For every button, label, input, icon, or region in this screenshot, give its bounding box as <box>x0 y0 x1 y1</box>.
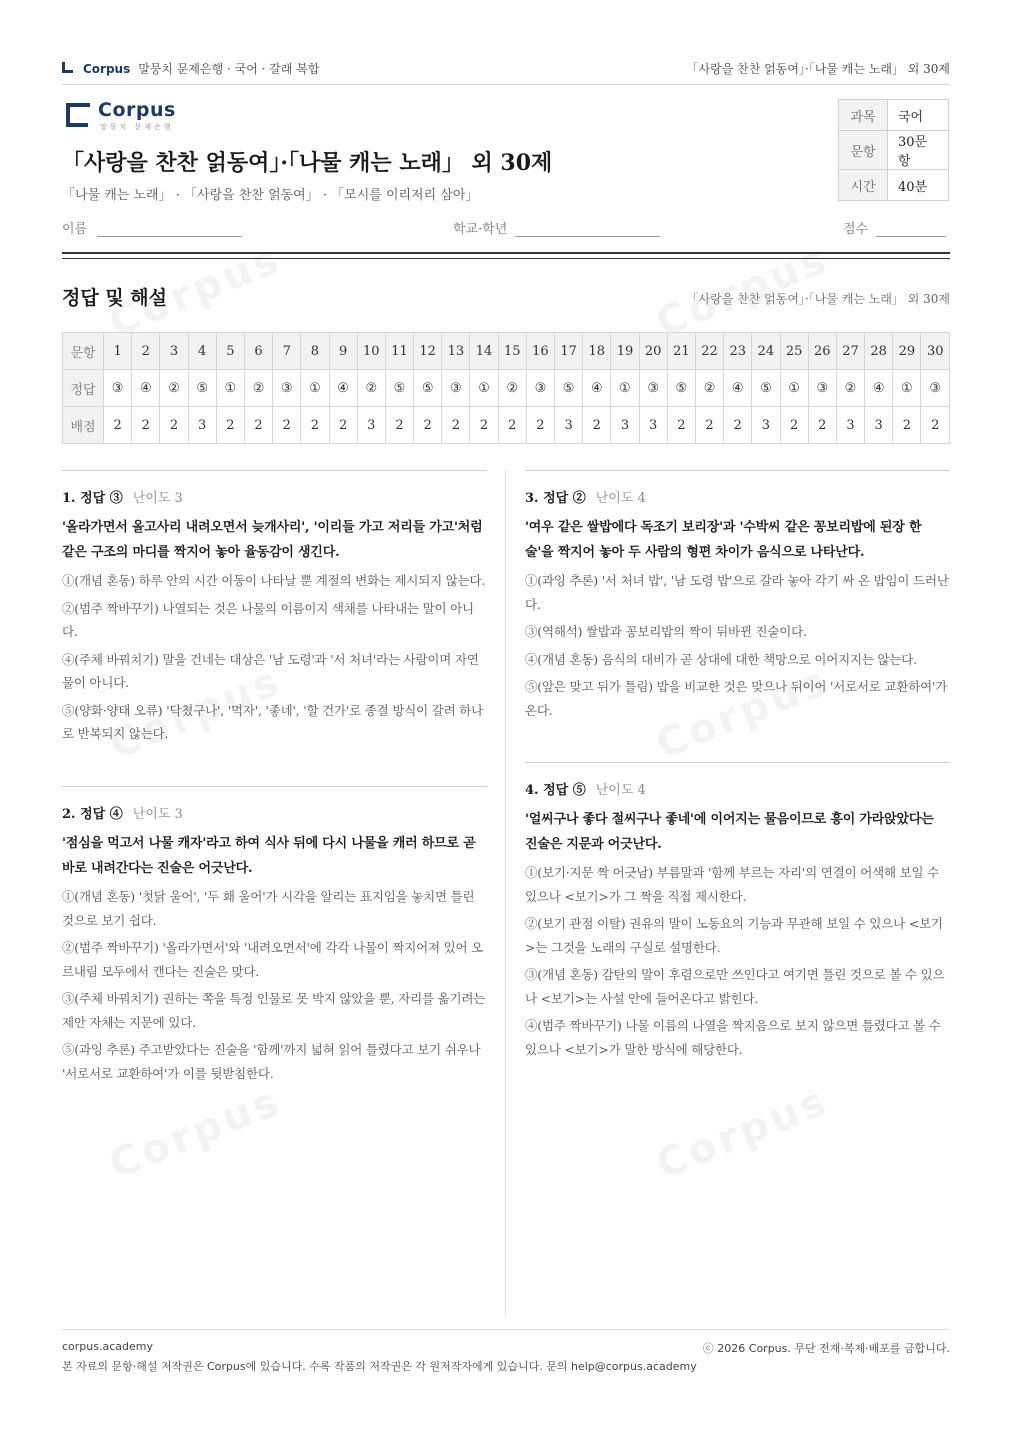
points-cell: 3 <box>611 407 639 444</box>
meta-row <box>839 100 949 131</box>
footer-notice: 본 자료의 문항·해설 저작권은 Corpus에 있습니다. 수록 작품의 저작권은 각 원저작자에게 있습니다. 문의 help@corpus.academy <box>62 1360 697 1373</box>
question-number-cell: 26 <box>808 333 836 370</box>
answer-row <box>63 370 950 407</box>
question-number-cell: 25 <box>780 333 808 370</box>
question-number-cell: 30 <box>921 333 950 370</box>
answer-cell: ④ <box>132 370 160 407</box>
row-label: 정답 <box>63 370 104 407</box>
question-number-cell: 1 <box>104 333 132 370</box>
difficulty: 난이도 4 <box>595 783 646 798</box>
question-number-cell: 19 <box>611 333 639 370</box>
question-explanation <box>62 470 487 746</box>
name-blank[interactable] <box>97 220 242 237</box>
answer-cell: ⑤ <box>385 370 413 407</box>
answer-cell: ③ <box>921 370 950 407</box>
answer-table <box>62 332 950 444</box>
question-number-cell: 29 <box>893 333 921 370</box>
answer-cell: ① <box>470 370 498 407</box>
running-header <box>62 56 950 85</box>
question-number-cell: 22 <box>695 333 723 370</box>
option-explanation: ②(보기 관점 이탈) 권유의 말이 노동요의 기능과 무관해 보일 수 있으나 <보기>는 그것을 노래의 구실로 설명한다. <box>525 916 943 955</box>
answer-cell: ② <box>244 370 272 407</box>
answer-cell: ③ <box>442 370 470 407</box>
points-cell: 3 <box>639 407 667 444</box>
question-number-cell: 6 <box>244 333 272 370</box>
option-explanation: ①(과잉 추론) '서 처녀 밥', '남 도령 밥'으로 갈라 놓아 각기 싸 온 밥임이 드러난다. <box>525 573 949 612</box>
question-number-cell: 21 <box>667 333 695 370</box>
school-label: 학교·학년 <box>453 222 508 237</box>
question-explanation <box>525 762 950 1061</box>
points-cell: 2 <box>385 407 413 444</box>
column-divider <box>505 470 506 1315</box>
question-number-cell: 23 <box>724 333 752 370</box>
points-cell: 2 <box>893 407 921 444</box>
meta-row <box>839 131 949 170</box>
answer-cell: ② <box>357 370 385 407</box>
difficulty: 난이도 4 <box>595 491 646 506</box>
answer-cell: ④ <box>865 370 893 407</box>
answer-cell: ④ <box>724 370 752 407</box>
score-blank[interactable] <box>876 220 946 237</box>
option-explanation: ①(개념 혼동) '첫닭 울어', '두 홰 울어'가 시각을 알리는 표지임을 놓치면 틀린 것으로 보기 쉽다. <box>62 889 475 928</box>
answer-cell: ⑤ <box>752 370 780 407</box>
points-cell: 2 <box>470 407 498 444</box>
points-cell: 2 <box>414 407 442 444</box>
question-number-cell: 15 <box>498 333 526 370</box>
points-cell: 3 <box>555 407 583 444</box>
question-explanation <box>62 786 487 1085</box>
question-number-cell: 4 <box>188 333 216 370</box>
points-cell: 3 <box>836 407 864 444</box>
question-number-cell: 12 <box>414 333 442 370</box>
option-explanation: ②(범주 짝바꾸기) '올라가면서'와 '내려오면서'에 각각 나물이 짝지어져 있어 오르내림 모두에서 캔다는 진술은 맞다. <box>62 940 484 979</box>
brand-mark-icon <box>62 62 73 73</box>
meta-key: 과목 <box>839 100 888 131</box>
points-cell: 2 <box>780 407 808 444</box>
question-answer: 3. 정답 ② <box>525 491 586 506</box>
logo-tagline: 말뭉치 문제은행 <box>100 123 174 131</box>
option-explanation: ③(개념 혼동) 감탄의 말이 후렴으로만 쓰인다고 여기면 틀린 것으로 볼 수 있으나 <보기>는 사설 안에 들어온다고 밝힌다. <box>525 967 945 1006</box>
header-left-text: 말뭉치 문제은행 · 국어 · 갈래 복합 <box>138 62 320 76</box>
section-reference: 「사랑을 찬찬 얽동여」·「나물 캐는 노래」 외 30제 <box>686 292 950 306</box>
question-number-cell: 2 <box>132 333 160 370</box>
row-label: 문항 <box>63 333 104 370</box>
points-cell: 2 <box>132 407 160 444</box>
section-title: 정답 및 해설 <box>62 287 167 309</box>
option-explanation: ③(역해석) 쌀밥과 꽁보리밥의 짝이 뒤바뀐 진술이다. <box>525 624 807 639</box>
question-number-cell: 7 <box>273 333 301 370</box>
answer-cell: ② <box>695 370 723 407</box>
meta-key: 문항 <box>839 131 888 170</box>
points-cell: 2 <box>724 407 752 444</box>
school-blank[interactable] <box>515 220 660 237</box>
question-answer: 2. 정답 ④ <box>62 807 123 822</box>
question-number-cell: 3 <box>160 333 188 370</box>
points-cell: 2 <box>526 407 554 444</box>
answer-cell: ③ <box>639 370 667 407</box>
option-explanation: ②(범주 짝바꾸기) 나열되는 것은 나물의 이름이지 색채를 나타내는 말이 아니다. <box>62 600 474 639</box>
question-head <box>525 487 950 506</box>
answer-cell: ② <box>836 370 864 407</box>
meta-row <box>839 170 949 201</box>
school-field[interactable] <box>453 218 660 237</box>
question-number-cell: 8 <box>301 333 329 370</box>
answer-cell: ⑤ <box>555 370 583 407</box>
points-cell: 2 <box>244 407 272 444</box>
points-cell: 3 <box>752 407 780 444</box>
key-explanation: '점심을 먹고서 나물 캐자'라고 하여 식사 뒤에 다시 나물을 캐러 하므로 곧바로 내려간다는 진술은 어긋난다. <box>62 836 476 876</box>
question-number-cell: 27 <box>836 333 864 370</box>
answer-cell: ③ <box>526 370 554 407</box>
score-field[interactable] <box>843 218 946 237</box>
points-cell: 2 <box>160 407 188 444</box>
key-explanation: '올라가면서 올고사리 내려오면서 늦개사리', '이리들 가고 저리들 가고'처럼 같은 구조의 마디를 짝지어 놓아 율동감이 생긴다. <box>62 520 483 560</box>
meta-value: 국어 <box>888 100 949 131</box>
points-cell: 2 <box>498 407 526 444</box>
question-number-cell: 10 <box>357 333 385 370</box>
option-explanation: ①(개념 혼동) 하루 안의 시간 이동이 나타날 뿐 계절의 변화는 제시되지 않는다. <box>62 573 486 588</box>
number-row <box>63 333 950 370</box>
points-cell: 3 <box>357 407 385 444</box>
answer-cell: ① <box>893 370 921 407</box>
option-explanation: ④(개념 혼동) 음식의 대비가 곧 상대에 대한 책망으로 이어지지는 않는다. <box>525 651 917 667</box>
question-head <box>62 487 487 506</box>
points-row <box>63 407 950 444</box>
answer-cell: ③ <box>273 370 301 407</box>
difficulty: 난이도 3 <box>132 491 183 506</box>
meta-table <box>838 99 949 201</box>
points-cell: 2 <box>301 407 329 444</box>
points-cell: 2 <box>329 407 357 444</box>
meta-value: 30문항 <box>888 131 949 170</box>
question-head <box>525 779 950 798</box>
points-cell: 2 <box>273 407 301 444</box>
question-number-cell: 13 <box>442 333 470 370</box>
footer-site-link[interactable]: corpus.academy <box>62 1340 153 1353</box>
document-subtitle: 「나물 캐는 노래」 · 「사랑을 찬찬 얽동여」 · 「모시를 이리저리 삼아」 <box>62 188 479 203</box>
answer-cell: ⑤ <box>188 370 216 407</box>
left-column <box>62 470 487 1310</box>
option-explanation: ⑤(앞은 맞고 뒤가 틀림) 밥을 비교한 것은 맞으나 뒤이어 '서로서로 교환하여'가 온다. <box>525 679 948 718</box>
points-cell: 2 <box>921 407 950 444</box>
question-head <box>62 803 487 822</box>
answer-cell: ③ <box>808 370 836 407</box>
points-cell: 2 <box>667 407 695 444</box>
question-number-cell: 11 <box>385 333 413 370</box>
option-explanation: ⑤(과잉 추론) 주고받았다는 진술을 '함께'까지 넓혀 읽어 틀렸다고 보기 쉬우나 '서로서로 교환하여'가 이를 뒷받침한다. <box>62 1042 481 1081</box>
question-number-cell: 24 <box>752 333 780 370</box>
answer-cell: ④ <box>583 370 611 407</box>
right-column <box>525 470 950 1310</box>
header-right-text: 「사랑을 찬찬 얽동여」·「나물 캐는 노래」 외 30제 <box>686 62 950 76</box>
answer-cell: ① <box>780 370 808 407</box>
logo-word: Corpus <box>98 99 176 121</box>
name-label: 이름 <box>62 222 88 237</box>
answer-cell: ① <box>216 370 244 407</box>
question-number-cell: 28 <box>865 333 893 370</box>
option-explanation: ④(주체 바꿔치기) 말을 건네는 대상은 '남 도령'과 '서 처녀'라는 사람이며 자연물이 아니다. <box>62 651 479 690</box>
question-answer: 4. 정답 ⑤ <box>525 783 586 798</box>
answer-cell: ① <box>301 370 329 407</box>
name-field[interactable] <box>62 218 242 237</box>
answer-cell: ③ <box>104 370 132 407</box>
question-number-cell: 16 <box>526 333 554 370</box>
meta-value: 40분 <box>888 170 949 201</box>
points-cell: 2 <box>808 407 836 444</box>
question-number-cell: 18 <box>583 333 611 370</box>
difficulty: 난이도 3 <box>132 807 183 822</box>
answer-cell: ⑤ <box>414 370 442 407</box>
question-number-cell: 17 <box>555 333 583 370</box>
footer-copyright: ⓒ 2026 Corpus. 무단 전재·복제·배포를 금합니다. <box>702 1342 950 1355</box>
question-number-cell: 20 <box>639 333 667 370</box>
question-explanation <box>525 470 950 722</box>
points-cell: 2 <box>216 407 244 444</box>
answer-cell: ⑤ <box>667 370 695 407</box>
points-cell: 2 <box>695 407 723 444</box>
option-explanation: ④(범주 짝바꾸기) 나물 이름의 나열을 짝지음으로 보지 않으면 틀렸다고 볼 수 있으나 <보기>가 말한 방식에 해당한다. <box>525 1018 941 1057</box>
document-title: 「사랑을 찬찬 얽동여」·「나물 캐는 노래」 외 30제 <box>62 150 553 176</box>
answer-cell: ② <box>160 370 188 407</box>
question-number-cell: 14 <box>470 333 498 370</box>
option-explanation: ⑤(양화·양태 오류) '닥쳤구나', '먹자', '좋네', '할 건가'로 종결 방식이 갈려 하나로 반복되지 않는다. <box>62 702 483 741</box>
header-divider <box>62 252 950 259</box>
answer-cell: ④ <box>329 370 357 407</box>
points-cell: 2 <box>442 407 470 444</box>
meta-key: 시간 <box>839 170 888 201</box>
option-explanation: ③(주체 바꿔치기) 권하는 쪽을 특정 인물로 못 박지 않았을 뿐, 자리를 옮기려는 제안 자체는 지문에 있다. <box>62 991 486 1030</box>
footer-divider <box>62 1329 950 1330</box>
score-label: 점수 <box>843 222 869 237</box>
points-cell: 3 <box>865 407 893 444</box>
question-number-cell: 9 <box>329 333 357 370</box>
key-explanation: '얼씨구나 좋다 절씨구나 좋네'에 이어지는 물음이므로 흥이 가라앉았다는 진술은 지문과 어긋난다. <box>525 812 934 852</box>
header-brand: Corpus <box>83 61 131 76</box>
points-cell: 2 <box>583 407 611 444</box>
row-label: 배점 <box>63 407 104 444</box>
answer-cell: ② <box>498 370 526 407</box>
question-answer: 1. 정답 ③ <box>62 491 123 506</box>
question-number-cell: 5 <box>216 333 244 370</box>
option-explanation: ①(보기·지문 짝 어긋남) 부름말과 '함께 부르는 자리'의 연결이 어색해 보일 수 있으나 <보기>가 그 짝을 직접 제시한다. <box>525 865 940 904</box>
points-cell: 2 <box>104 407 132 444</box>
key-explanation: '여우 같은 쌀밥에다 독조기 보리장'과 '수박씨 같은 꽁보리밥에 된장 한 술'을 짝지어 놓아 두 사람의 형편 차이가 음식으로 나타난다. <box>525 520 922 560</box>
logo-bracket-icon <box>66 103 88 127</box>
answer-cell: ① <box>611 370 639 407</box>
points-cell: 3 <box>188 407 216 444</box>
